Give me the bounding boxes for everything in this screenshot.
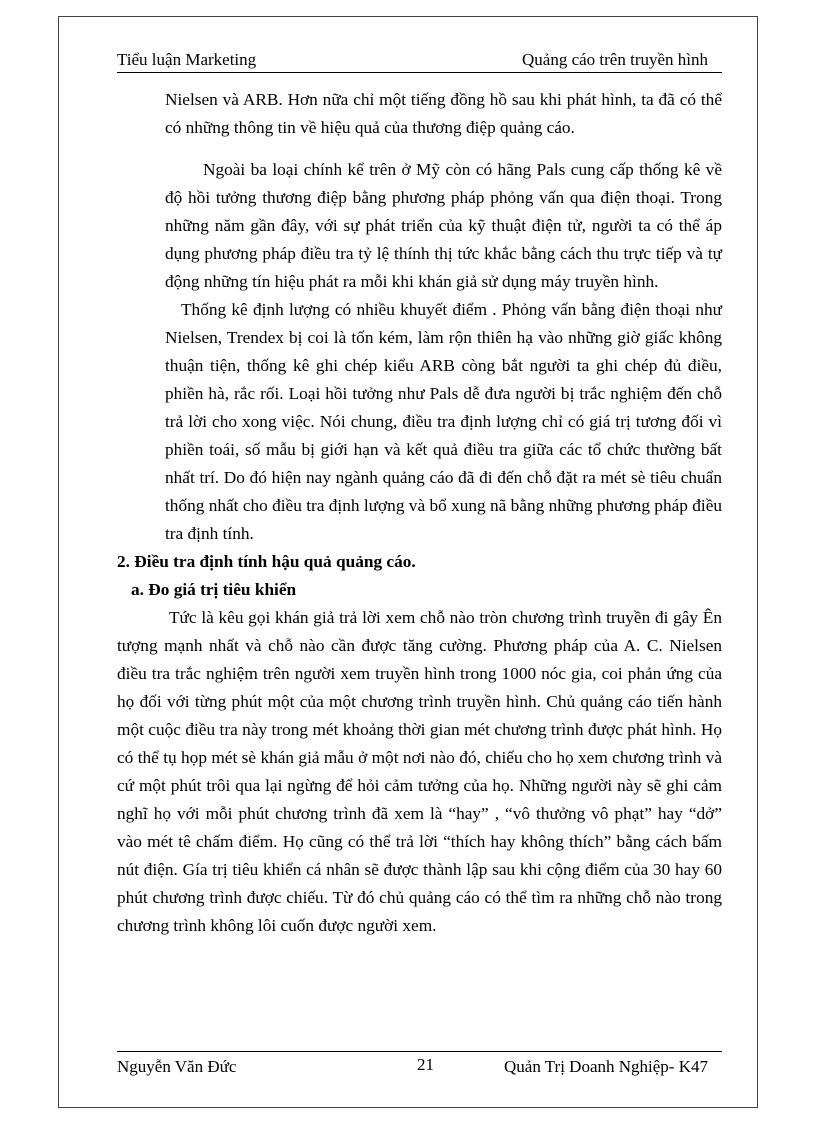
section-heading: 2. Điều tra định tính hậu quả quảng cáo. — [117, 552, 416, 571]
page-header — [117, 48, 722, 73]
paragraph-gap — [117, 142, 722, 156]
header-right-title: Quảng cáo trên truyền hình — [522, 50, 708, 69]
footer-author: Nguyễn Văn Đức — [117, 1057, 237, 1076]
paragraph-3: Thống kê định lượng có nhiều khuyết điểm . Phỏng vấn bằng điện thoại như Nielsen, Trendex bị coi là tốn kém, làm rộn thiên hạ vào những giờ giấc không thuận tiện, thống kê ghi chép kiểu ARB còng bắt người ta ghi chép đủ điều, phiền hà, rắc rối. Loại hồi tưởng như Pals dễ đưa người bị trắc nghiệm đến chỗ trả lời cho xong việc. Nói chung, điều tra định lượng chỉ có giá trị tương đối vì phiền toái, số mẫu bị giới hạn và kết quả điều tra giữa các tổ chức thường bất nhất trí. Do đó hiện nay ngành quảng cáo đã đi đến chỗ đặt ra mét sè tiêu chuẩn thống nhất cho điều tra định lượng và bổ xung nã bằng những phương pháp điều tra định tính. — [165, 300, 722, 543]
header-left-title: Tiểu luận Marketing — [117, 50, 257, 69]
page-number: 21 — [417, 1055, 434, 1074]
paragraph-1: Nielsen và ARB. Hơn nữa chỉ một tiếng đồng hồ sau khi phát hình, ta đã có thể có những thông tin về hiệu quả của thương điệp quảng cáo. — [165, 90, 722, 137]
paragraph-2: Ngoài ba loại chính kể trên ở Mỹ còn có hãng Pals cung cấp thống kê về độ hồi tưởng thương điệp bằng phương pháp phỏng vấn qua điện thoại. Trong những năm gần đây, với sự phát triển của kỹ thuật điện tử, người ta có thể áp dụng phương pháp điều tra tỷ lệ thính thị tức khắc bằng cách thu trực tiếp và tự động những tín hiệu phát ra mỗi khi khán giả sử dụng máy truyền hình. — [165, 160, 722, 291]
subsection-heading: a. Đo giá trị tiêu khiển — [131, 580, 297, 599]
page-footer — [117, 1051, 722, 1076]
body-paragraph: Tức là kêu gọi khán giả trả lời xem chỗ nào tròn chương trình truyền đi gây Ên tượng mạnh nhất và chỗ nào cần được tăng cường. Phương pháp của A. C. Nielsen điều tra trắc nghiệm trên người xem truyền hình trong 1000 nóc gia, coi phản ứng của họ đối với từng phút một của một chương trình truyền hình. Chủ quảng cáo tiến hành một cuộc điều tra này trong mét khoảng thời gian mét chương trình được phát hình. Họ có thể tụ họp mét sè khán giả mẫu ở một nơi nào đó, chiếu cho họ xem chương trình và cứ một phút trôi qua lại ngừng để hỏi cảm tưởng của họ. Những người này sẽ ghi cảm nghĩ họ với mỗi phút chương trình đã xem là “hay” , “vô thưởng vô phạt” hay “dở” vào mét tê chấm điểm. Họ cũng có thể trả lời “thích hay không thích” bằng cách bấm nút điện. Gía trị tiêu khiển cá nhân sẽ được thành lập sau khi cộng điểm của 30 hay 60 phút chương trình được chiếu. Từ đó chủ quảng cáo có thể tìm ra những chỗ nào trong chương trình không lôi cuốn được người xem. — [117, 608, 722, 935]
footer-course: Quản Trị Doanh Nghiệp- K47 — [504, 1057, 708, 1076]
document-body — [117, 86, 722, 940]
